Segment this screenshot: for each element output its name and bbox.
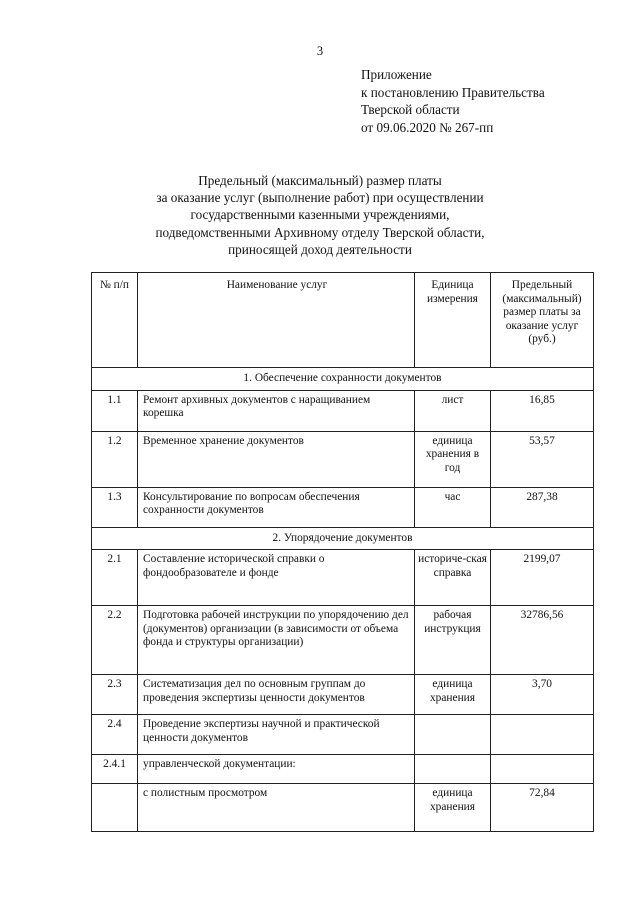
section-row bbox=[92, 527, 594, 550]
appendix-block bbox=[361, 66, 545, 136]
row-number: 2.3 bbox=[92, 675, 138, 715]
row-service-name: Систематизация дел по основным группам до проведения экспертизы ценности документов bbox=[138, 675, 415, 715]
title-line-4: подведомственными Архивному отделу Тверской области, bbox=[155, 224, 485, 240]
table-row bbox=[92, 784, 594, 832]
row-number bbox=[92, 784, 138, 832]
row-fee bbox=[491, 715, 594, 755]
row-service-name: Временное хранение документов bbox=[138, 431, 415, 487]
row-fee bbox=[491, 755, 594, 784]
row-fee: 2199,07 bbox=[491, 550, 594, 606]
row-number: 2.1 bbox=[92, 550, 138, 606]
row-unit: лист bbox=[415, 390, 491, 431]
row-unit: час bbox=[415, 487, 491, 527]
title-line-3: государственными казенными учреждениями, bbox=[190, 207, 450, 223]
row-unit: единица хранения в год bbox=[415, 431, 491, 487]
row-service-name: Консультирование по вопросам обеспечения сохранности документов bbox=[138, 487, 415, 527]
table-row bbox=[92, 550, 594, 606]
row-service-name: Подготовка рабочей инструкции по упорядочению дел (документов) организации (в зависимости от объема фонда и структуры организации) bbox=[138, 606, 415, 675]
row-fee: 3,70 bbox=[491, 675, 594, 715]
table-row bbox=[92, 390, 594, 431]
table-row bbox=[92, 675, 594, 715]
header-unit: Единица измерения bbox=[415, 273, 491, 368]
row-fee: 72,84 bbox=[491, 784, 594, 832]
fees-table bbox=[91, 272, 594, 832]
appendix-line-4: от 09.06.2020 № 267-пп bbox=[361, 119, 494, 135]
table-row bbox=[92, 606, 594, 675]
title-line-1: Предельный (максимальный) размер платы bbox=[198, 173, 442, 188]
row-number: 2.2 bbox=[92, 606, 138, 675]
row-service-name: управленческой документации: bbox=[138, 755, 415, 784]
table-row bbox=[92, 715, 594, 755]
title-line-5: приносящей доход деятельности bbox=[228, 241, 412, 257]
appendix-line-1: Приложение bbox=[361, 67, 432, 82]
document-title bbox=[0, 172, 640, 258]
table-row bbox=[92, 487, 594, 527]
row-number: 2.4 bbox=[92, 715, 138, 755]
table-row bbox=[92, 755, 594, 784]
row-unit: единица хранения bbox=[415, 784, 491, 832]
row-unit: единица хранения bbox=[415, 675, 491, 715]
header-service-name: Наименование услуг bbox=[138, 273, 415, 368]
row-number: 1.3 bbox=[92, 487, 138, 527]
row-unit bbox=[415, 755, 491, 784]
title-line-2: за оказание услуг (выполнение работ) при осуществлении bbox=[156, 190, 484, 206]
appendix-line-3: Тверской области bbox=[361, 102, 460, 117]
header-max-fee: Предельный (максимальный) размер платы за оказание услуг (руб.) bbox=[491, 273, 594, 368]
section-row bbox=[92, 368, 594, 391]
row-number: 1.1 bbox=[92, 390, 138, 431]
page-number: 3 bbox=[316, 44, 324, 58]
appendix-line-2: к постановлению Правительства bbox=[361, 84, 545, 100]
row-fee: 287,38 bbox=[491, 487, 594, 527]
row-service-name: Проведение экспертизы научной и практической ценности документов bbox=[138, 715, 415, 755]
row-unit bbox=[415, 715, 491, 755]
section-title: 1. Обеспечение сохранности документов bbox=[92, 368, 594, 391]
row-number: 2.4.1 bbox=[92, 755, 138, 784]
table-header-row bbox=[92, 273, 594, 368]
row-number: 1.2 bbox=[92, 431, 138, 487]
row-unit: историче-ская справка bbox=[415, 550, 491, 606]
header-number: № п/п bbox=[92, 273, 138, 368]
row-fee: 16,85 bbox=[491, 390, 594, 431]
row-unit: рабочая инструкция bbox=[415, 606, 491, 675]
row-service-name: Ремонт архивных документов с наращиванием корешка bbox=[138, 390, 415, 431]
row-fee: 53,57 bbox=[491, 431, 594, 487]
table-row bbox=[92, 431, 594, 487]
section-title: 2. Упорядочение документов bbox=[92, 527, 594, 550]
row-service-name: Составление исторической справки о фондообразователе и фонде bbox=[138, 550, 415, 606]
row-service-name: с полистным просмотром bbox=[138, 784, 415, 832]
row-fee: 32786,56 bbox=[491, 606, 594, 675]
